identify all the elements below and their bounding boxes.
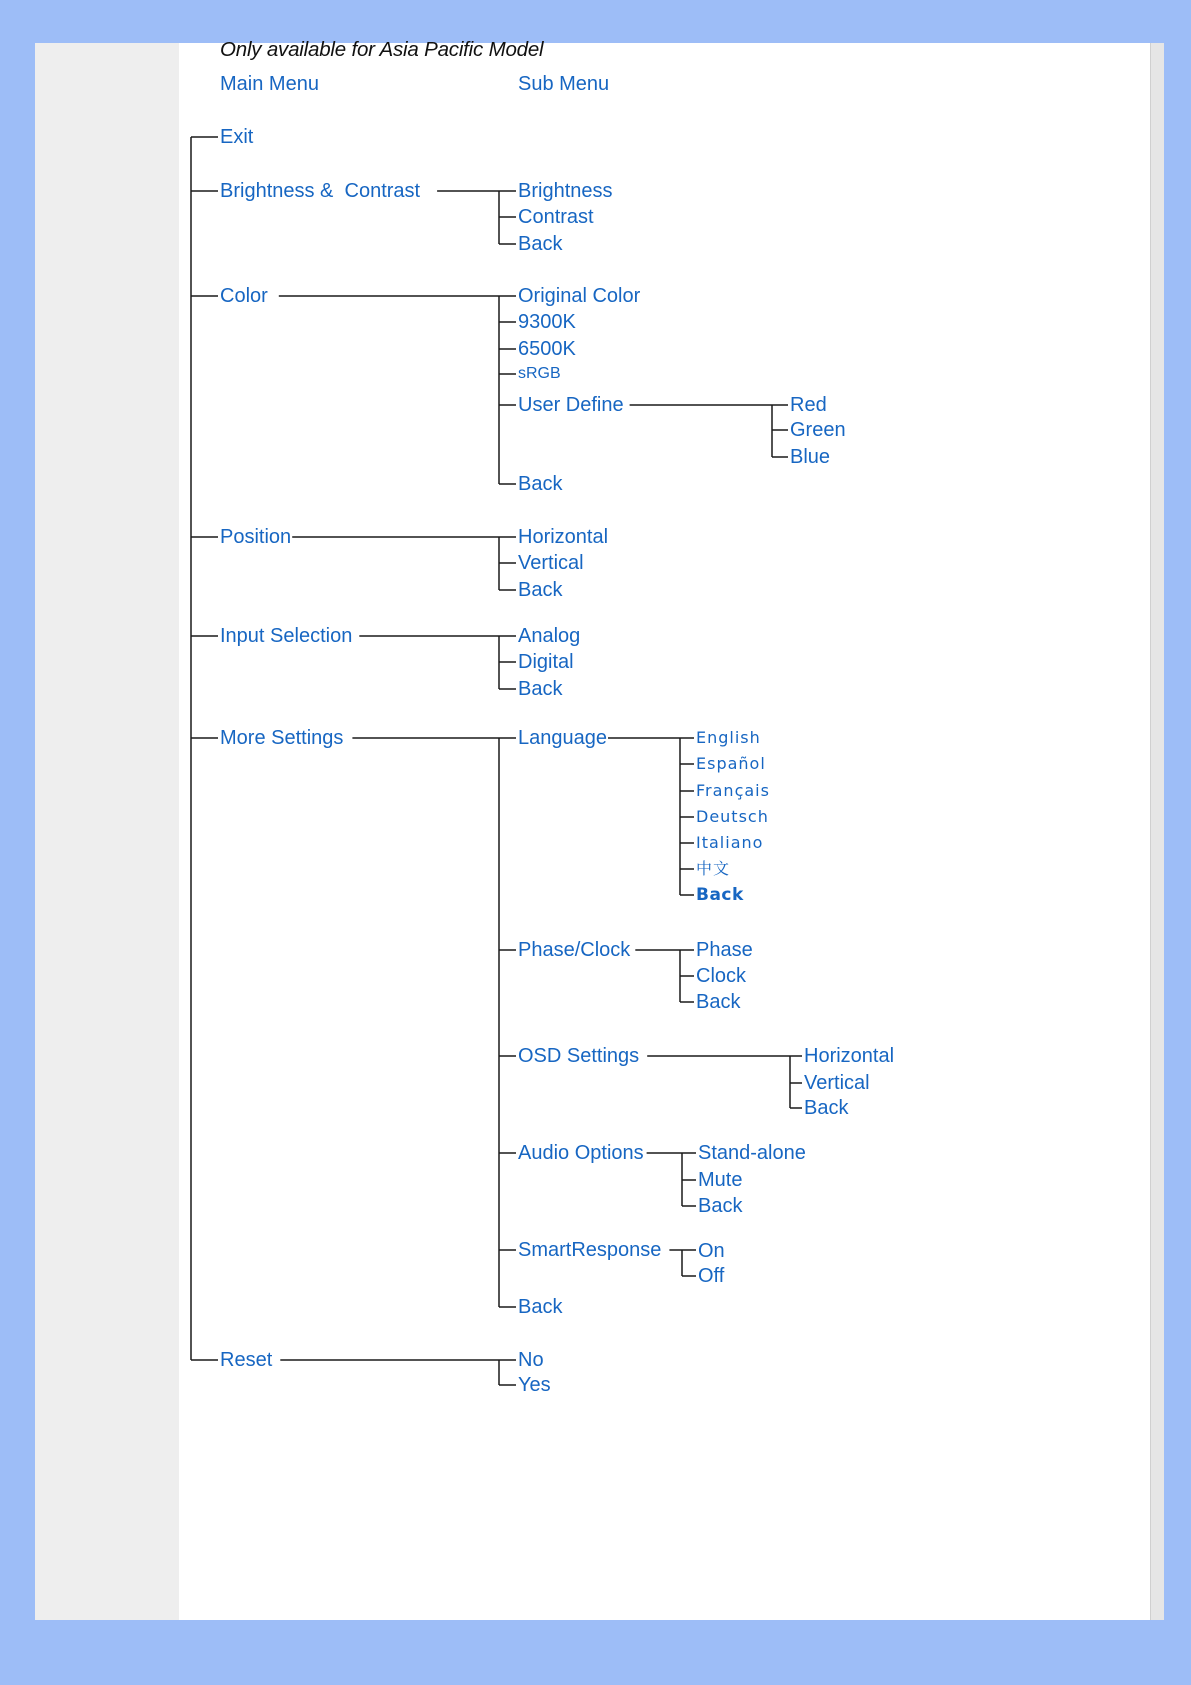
brightness-contrast-branch-line (499, 191, 516, 244)
osd-back: Back (804, 1097, 849, 1119)
phase-clock-back: Back (696, 991, 741, 1013)
brightness-contrast-back: Back (518, 233, 563, 255)
submenu-item-6500k: 6500K (518, 338, 576, 360)
submenu-item-9300k: 9300K (518, 311, 576, 333)
user-define-red: Red (790, 394, 827, 416)
phase-clock-phase: Phase (696, 939, 753, 961)
submenu-item-phase-clock: Phase/Clock (518, 939, 631, 961)
language-deutsch: Deutsch (696, 807, 769, 826)
submenu-item-audio-options: Audio Options (518, 1142, 644, 1164)
menu-item-color: Color (220, 285, 268, 307)
language-francais: Français (696, 781, 770, 800)
submenu-item-user-define: User Define (518, 394, 624, 416)
main-menu-header: Main Menu (220, 73, 319, 95)
position-back: Back (518, 579, 563, 601)
reset-yes: Yes (518, 1374, 551, 1396)
more-settings-branch-line (499, 738, 516, 1307)
audio-options-branch-line (682, 1153, 696, 1206)
menu-item-exit: Exit (220, 126, 254, 148)
language-branch-line (680, 738, 694, 895)
submenu-item-contrast: Contrast (518, 206, 594, 228)
language-chinese: 中文 (696, 859, 731, 878)
audio-mute: Mute (698, 1169, 743, 1191)
main-menu-trunk-line (191, 137, 218, 1360)
input-analog: Analog (518, 625, 581, 647)
submenu-item-language: Language (518, 727, 607, 749)
sub-menu-header: Sub Menu (518, 73, 610, 95)
input-selection-branch-line (499, 636, 516, 689)
osd-settings-branch-line (790, 1056, 802, 1108)
smartresponse-on: On (698, 1240, 725, 1262)
position-vertical: Vertical (518, 552, 584, 574)
phase-clock-clock: Clock (696, 965, 747, 987)
user-define-green: Green (790, 419, 846, 441)
osd-horizontal: Horizontal (804, 1045, 895, 1067)
user-define-blue: Blue (790, 446, 831, 468)
position-branch-line (499, 537, 516, 590)
audio-back: Back (698, 1195, 743, 1217)
input-digital: Digital (518, 651, 574, 673)
submenu-item-srgb: sRGB (518, 365, 561, 382)
reset-no: No (518, 1349, 544, 1371)
input-back: Back (518, 678, 563, 700)
language-espanol: Español (696, 754, 766, 773)
smartresponse-branch-line (682, 1250, 696, 1276)
phase-clock-branch-line (680, 950, 694, 1002)
menu-item-position: Position (220, 526, 292, 548)
language-back: Back (696, 885, 744, 905)
submenu-item-smartresponse: SmartResponse (518, 1239, 662, 1261)
menu-item-input-selection: Input Selection (220, 625, 353, 647)
menu-item-brightness-contrast: Brightness & Contrast (220, 180, 421, 202)
osd-vertical: Vertical (804, 1072, 870, 1094)
color-back: Back (518, 473, 563, 495)
submenu-item-osd-settings: OSD Settings (518, 1045, 640, 1067)
reset-branch-line (499, 1360, 516, 1385)
submenu-item-original-color: Original Color (518, 285, 641, 307)
user-define-branch-line (772, 405, 788, 457)
color-branch-line (499, 296, 516, 484)
menu-item-more-settings: More Settings (220, 727, 344, 749)
smartresponse-off: Off (698, 1265, 725, 1287)
more-settings-back: Back (518, 1296, 563, 1318)
position-horizontal: Horizontal (518, 526, 609, 548)
audio-stand-alone: Stand-alone (698, 1142, 806, 1164)
region-note: Only available for Asia Pacific Model (220, 38, 544, 61)
menu-item-reset: Reset (220, 1349, 273, 1371)
language-english: English (696, 728, 761, 747)
language-italiano: Italiano (696, 833, 764, 852)
submenu-item-brightness: Brightness (518, 180, 613, 202)
